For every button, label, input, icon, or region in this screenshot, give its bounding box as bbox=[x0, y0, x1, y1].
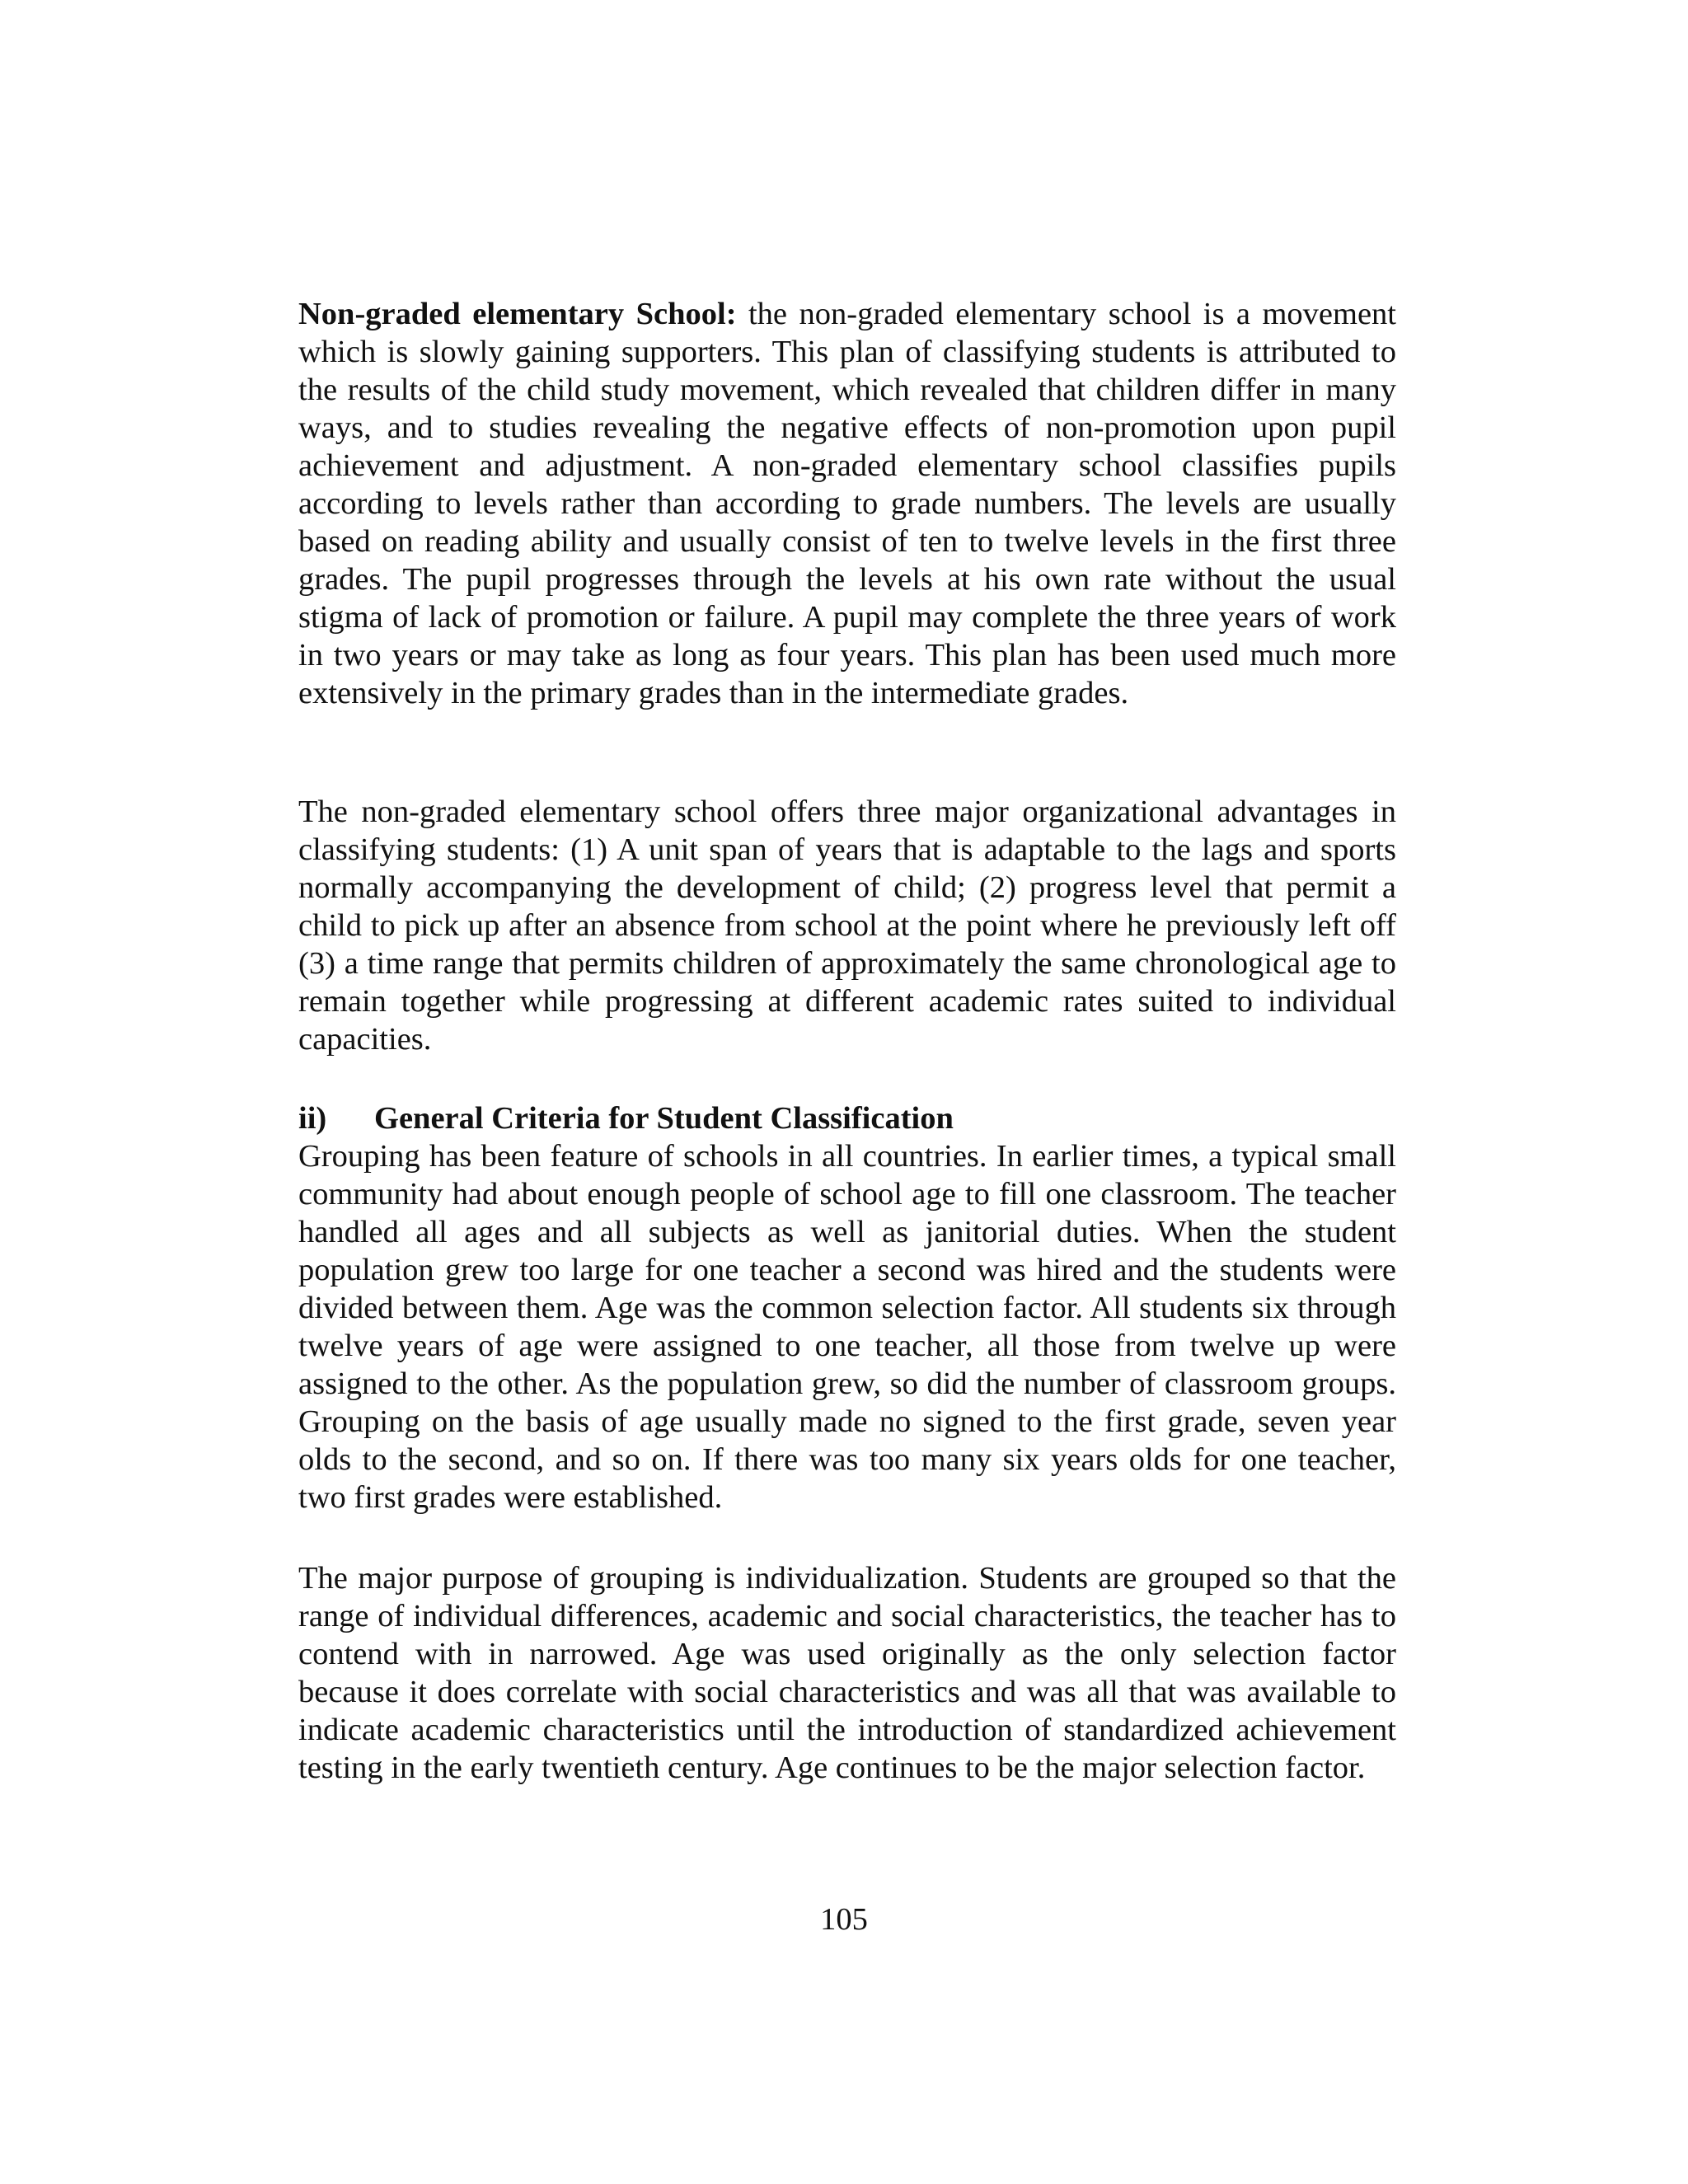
paragraph-lead-term: Non-graded elementary School: bbox=[298, 297, 737, 331]
paragraph-advantages: The non-graded elementary school offers three major organizational advantages in classifying students: (1) A unit span of years that is adaptable to the lags and sports normally accompanying the development of child; (2) progress level that permit a child to pick up after an absence from school at the point where he previously left off (3) a time range that permits children of approximately the same chronological age to remain together while progressing at different academic rates suited to individual capacities. bbox=[298, 794, 1396, 1057]
paragraph-grouping-purpose: The major purpose of grouping is individualization. Students are grouped so that the range of individual differences, academic and social characteristics, the teacher has to contend with in narrowed. Age was used originally as the only selection factor because it does correlate with social characteristics and was all that was available to indicate academic characteristics until the introduction of standardized achievement testing in the early twentieth century. Age continues to be the major selection factor. bbox=[298, 1561, 1396, 1785]
section-heading bbox=[298, 1099, 1396, 1137]
paragraph-body: the non-graded elementary school is a movement which is slowly gaining supporters. This plan of classifying students is attributed to the results of the child study movement, which revealed that children differ in many ways, and to studies revealing the negative effects of non-promotion upon pupil achievement and adjustment. A non-graded elementary school classifies pupils according to levels rather than according to grade numbers. The levels are usually based on reading ability and usually consist of ten to twelve levels in the first three grades. The pupil progresses through the levels at his own rate without the usual stigma of lack of promotion or failure. A pupil may complete the three years of work in two years or may take as long as four years. This plan has been used much more extensively in the primary grades than in the intermediate grades. bbox=[298, 297, 1396, 710]
paragraph-grouping-history: Grouping has been feature of schools in all countries. In earlier times, a typical small community had about enough people of school age to fill one classroom. The teacher handled all ages and all subjects as well as janitorial duties. When the student population grew too large for one teacher a second was hired and the students were divided between them. Age was the common selection factor. All students six through twelve years of age were assigned to one teacher, all those from twelve up were assigned to the other. As the population grew, so did the number of classroom groups. Grouping on the basis of age usually made no signed to the first grade, seven year olds to the second, and so on. If there was too many six years olds for one teacher, two first grades were established. bbox=[298, 1139, 1396, 1515]
section-number: ii) bbox=[298, 1101, 327, 1136]
section-title: General Criteria for Student Classification bbox=[374, 1101, 954, 1136]
paragraph-non-graded-school bbox=[298, 295, 1396, 712]
page-number: 105 bbox=[820, 1902, 868, 1937]
